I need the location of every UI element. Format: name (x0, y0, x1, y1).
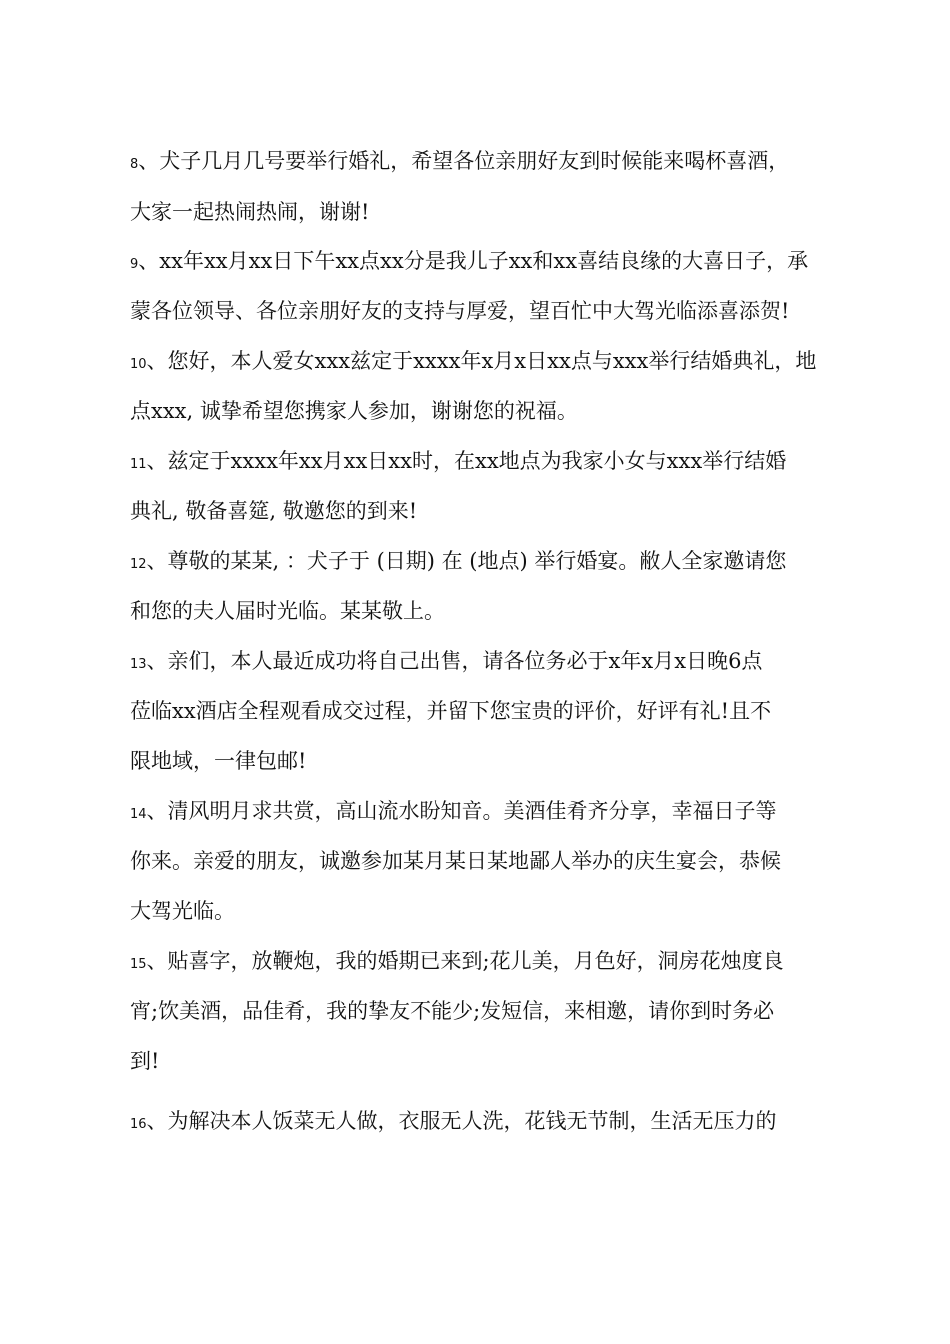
paragraph-14-line-1 (130, 797, 830, 829)
paragraph-13-line-2 (130, 697, 830, 725)
paragraph-15-line-3 (130, 1047, 830, 1075)
paragraph-8-line-1 (130, 147, 830, 179)
paragraph-text: 大驾光临。 (130, 899, 235, 923)
paragraph-number: 8 (130, 157, 139, 172)
paragraph-number: 9 (130, 257, 139, 272)
paragraph-text: 你来。亲爱的朋友，诚邀参加某月某日某地鄙人举办的庆生宴会，恭候 (130, 849, 781, 873)
paragraph-12-line-1 (130, 547, 830, 579)
paragraph-text: 、xx年xx月xx日下午xx点xx分是我儿子xx和xx喜结良缘的大喜日子，承 (138, 249, 809, 273)
paragraph-15-line-1 (130, 947, 830, 979)
paragraph-11-line-2 (130, 497, 830, 525)
paragraph-number: 15 (130, 957, 147, 972)
paragraph-9-line-1 (130, 247, 830, 279)
paragraph-text: 、清风明月求共赏，高山流水盼知音。美酒佳肴齐分享，幸福日子等 (146, 799, 777, 823)
paragraph-14-line-3 (130, 897, 830, 925)
paragraph-text: 、为解决本人饭菜无人做，衣服无人洗，花钱无节制，生活无压力的 (146, 1109, 777, 1133)
paragraph-text: 典礼, 敬备喜筵, 敬邀您的到来! (130, 499, 418, 523)
paragraph-10-line-1 (130, 347, 830, 379)
paragraph-text: 点xxx, 诚挚希望您携家人参加，谢谢您的祝福。 (130, 399, 578, 423)
paragraph-text: 莅临xx酒店全程观看成交过程，并留下您宝贵的评价，好评有礼!且不 (130, 699, 772, 723)
paragraph-number: 14 (130, 807, 147, 822)
paragraph-10-line-2 (130, 397, 830, 425)
paragraph-number: 10 (130, 357, 147, 372)
paragraph-text: 大家一起热闹热闹，谢谢! (130, 200, 370, 224)
paragraph-number: 16 (130, 1117, 147, 1132)
paragraph-text: 宵;饮美酒，品佳肴，我的挚友不能少;发短信，来相邀，请你到时务必 (130, 999, 775, 1023)
paragraph-14-line-2 (130, 847, 830, 875)
paragraph-text: 蒙各位领导、各位亲朋好友的支持与厚爱，望百忙中大驾光临添喜添贺! (130, 299, 790, 323)
paragraph-number: 13 (130, 657, 147, 672)
paragraph-13-line-1 (130, 647, 830, 679)
paragraph-number: 11 (130, 457, 147, 472)
paragraph-8-line-2 (130, 198, 830, 226)
paragraph-12-line-2 (130, 597, 830, 625)
paragraph-number: 12 (130, 557, 147, 572)
paragraph-text: 到! (130, 1049, 160, 1073)
paragraph-text: 、贴喜字，放鞭炮，我的婚期已来到;花儿美，月色好，洞房花烛度良 (146, 949, 784, 973)
paragraph-text: 、尊敬的某某, ：犬子于 (日期) 在 (地点) 举行婚宴。敝人全家邀请您 (146, 549, 787, 573)
paragraph-text: 、亲们，本人最近成功将自己出售，请各位务必于x年x月x日晚6点 (146, 649, 763, 673)
paragraph-9-line-2 (130, 297, 830, 325)
paragraph-16-line-1 (130, 1107, 830, 1139)
paragraph-text: 、您好，本人爱女xxx兹定于xxxx年x月x日xx点与xxx举行结婚典礼，地 (146, 349, 817, 373)
paragraph-text: 、兹定于xxxx年xx月xx日xx时，在xx地点为我家小女与xxx举行结婚 (146, 449, 787, 473)
paragraph-15-line-2 (130, 997, 830, 1025)
paragraph-text: 和您的夫人届时光临。某某敬上。 (130, 599, 445, 623)
paragraph-text: 限地域，一律包邮! (130, 749, 307, 773)
paragraph-text: 、犬子几月几号要举行婚礼，希望各位亲朋好友到时候能来喝杯喜酒， (138, 149, 790, 173)
paragraph-13-line-3 (130, 747, 830, 775)
paragraph-11-line-1 (130, 447, 830, 479)
